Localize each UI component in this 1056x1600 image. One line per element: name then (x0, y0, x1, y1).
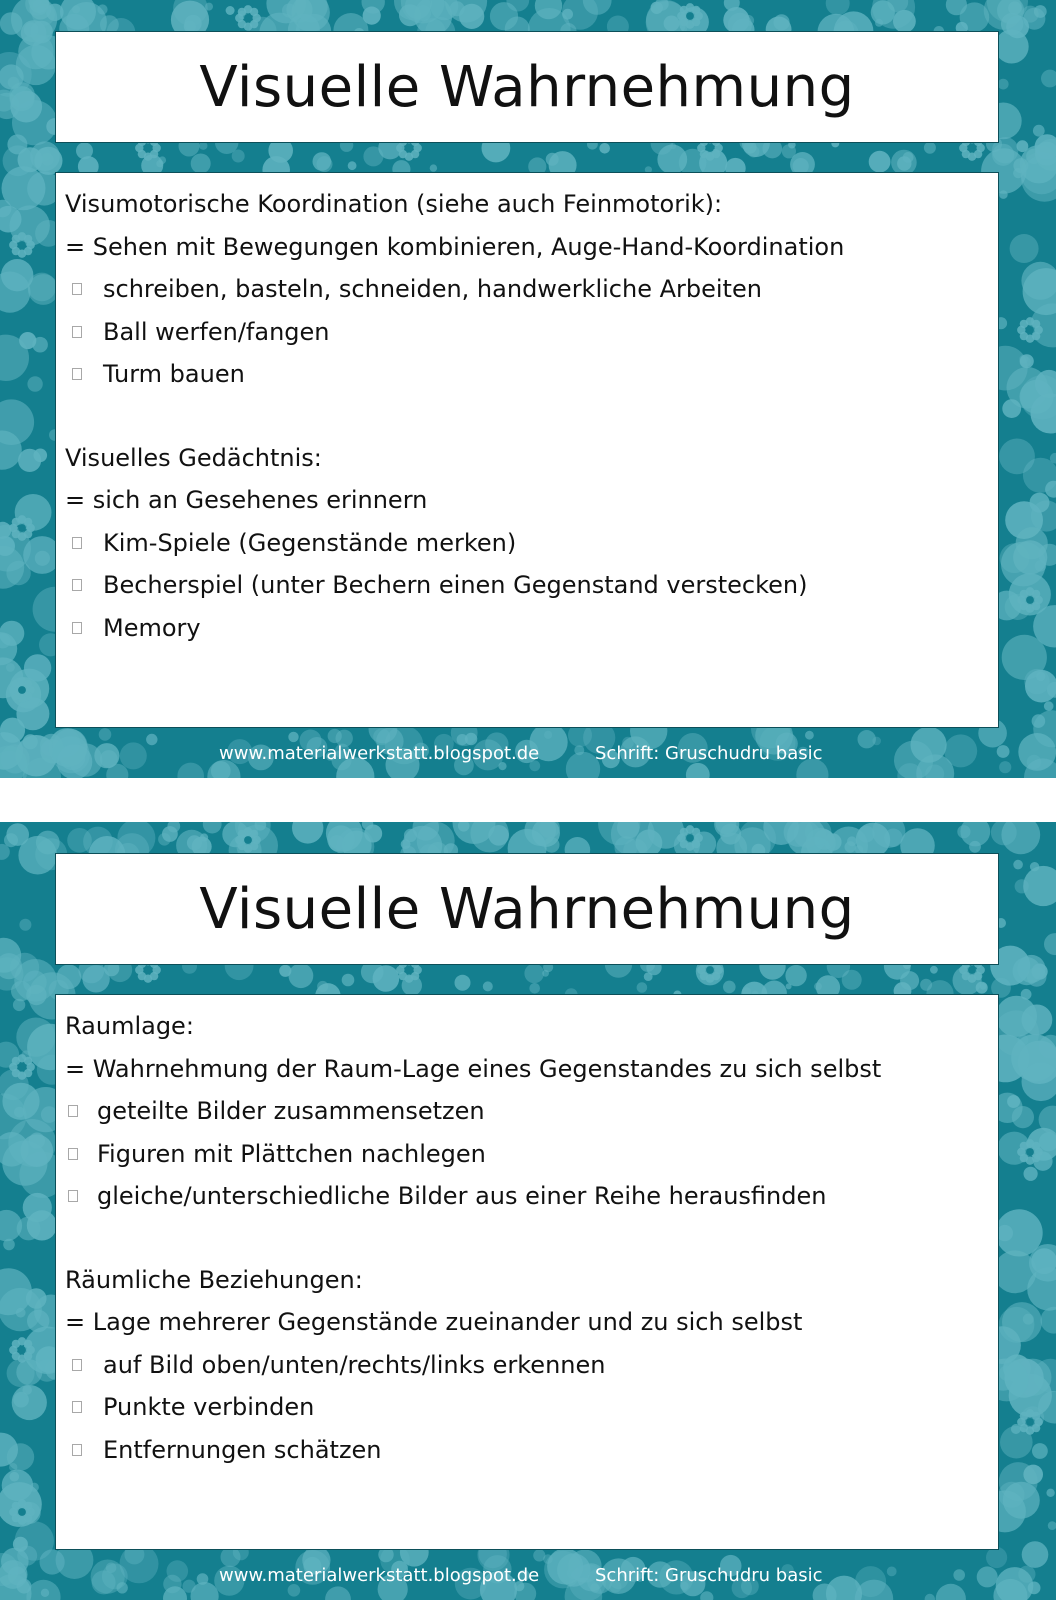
decor-dot (363, 146, 383, 166)
list-item (65, 311, 998, 354)
flower-icon (9, 515, 35, 541)
decor-dot (1044, 933, 1056, 955)
list-item (65, 1386, 998, 1429)
list-item-text: Memory (103, 613, 201, 642)
decor-dot (292, 822, 323, 844)
decor-dot (999, 190, 1008, 199)
decor-dot (3, 145, 34, 176)
decor-dot (226, 6, 235, 15)
decor-dot (289, 963, 314, 988)
square-box-icon (72, 283, 82, 295)
flower-icon (1017, 587, 1043, 613)
decor-dot (14, 959, 57, 1002)
decor-dot (1013, 860, 1023, 870)
decor-dot (897, 156, 911, 170)
decor-dot (0, 399, 34, 445)
list-item-text: geteilte Bilder zusammensetzen (97, 1097, 485, 1125)
footer-font-credit: Schrift: Gruschudru basic (595, 743, 823, 764)
decor-dot (1033, 125, 1045, 137)
flower-icon (1017, 1139, 1043, 1165)
decor-dot (1015, 879, 1029, 893)
card-title: Visuelle Wahrnehmung (199, 54, 855, 120)
decor-dot (1046, 1489, 1054, 1497)
flower-icon (9, 1499, 35, 1525)
footer-font-credit: Schrift: Gruschudru basic (595, 1565, 823, 1586)
decor-dot (191, 154, 211, 174)
decor-dot (786, 983, 792, 989)
flower-icon (1017, 1409, 1043, 1435)
flower-icon (235, 5, 261, 31)
decor-dot (785, 965, 806, 986)
decor-dot (1032, 964, 1048, 980)
decor-dot (1002, 1302, 1042, 1342)
square-box-icon (72, 579, 82, 591)
decor-dot (12, 100, 57, 145)
list-item-text: Ball werfen/fangen (103, 317, 330, 346)
decor-dot (14, 1107, 25, 1118)
decor-dot (723, 981, 736, 994)
decor-dot (35, 551, 50, 566)
decor-dot (748, 146, 760, 158)
list-item-text: Punkte verbinden (103, 1393, 315, 1421)
card-footer (0, 743, 1056, 771)
list-item (65, 522, 998, 565)
decor-dot (9, 1463, 17, 1471)
card-1 (0, 0, 1056, 778)
square-box-icon (68, 1190, 78, 1202)
decor-dot (1041, 1307, 1056, 1334)
decor-dot (920, 979, 932, 991)
content-box (55, 994, 999, 1550)
decor-dot (976, 982, 988, 994)
decor-dot (203, 822, 222, 834)
decor-dot (342, 974, 355, 987)
decor-dot (34, 449, 48, 463)
decor-dot (774, 14, 790, 30)
square-box-icon (72, 1444, 82, 1456)
decor-dot (957, 825, 970, 838)
decor-dot (455, 975, 471, 991)
decor-dot (925, 1594, 935, 1600)
section-heading: Visumotorische Koordination (siehe auch Feinmotorik): (65, 190, 723, 218)
list-item (65, 1133, 998, 1176)
decor-dot (924, 142, 936, 154)
square-box-icon (72, 326, 82, 338)
decor-dot (72, 5, 80, 13)
decor-dot (1010, 234, 1039, 263)
decor-dot (288, 732, 298, 742)
decor-dot (875, 19, 883, 27)
decor-dot (430, 164, 437, 171)
flower-icon (9, 232, 35, 258)
decor-dot (1044, 701, 1054, 711)
decor-dot (373, 965, 400, 992)
decor-dot (159, 156, 167, 164)
footer-url: www.materialwerkstatt.blogspot.de (219, 743, 540, 764)
decor-dot (599, 143, 610, 154)
decor-dot (969, 841, 981, 853)
square-box-icon (68, 1105, 78, 1117)
decor-dot (24, 654, 51, 681)
list-item-text: Entfernungen schätzen (103, 1435, 382, 1464)
decor-dot (1007, 1095, 1020, 1108)
decor-dot (529, 983, 540, 994)
section-spacer (65, 1218, 998, 1259)
list-item-text: Kim-Spiele (Gegenstände merken) (103, 528, 517, 557)
list-item-text: Figuren mit Plättchen nachlegen (97, 1139, 486, 1168)
decor-dot (0, 1210, 22, 1241)
flower-icon (9, 677, 35, 703)
decor-dot (997, 1225, 1013, 1241)
decor-dot (329, 835, 345, 851)
decor-dot (6, 561, 30, 585)
decor-dot (1032, 1443, 1048, 1459)
flower-icon (9, 1337, 35, 1363)
decor-dot (1018, 1035, 1029, 1046)
decor-dot (317, 981, 328, 992)
section-heading: Visuelles Gedächtnis: (65, 443, 322, 472)
decor-dot (459, 4, 484, 29)
decor-dot (10, 1472, 20, 1482)
flower-icon (677, 3, 703, 29)
decor-dot (1036, 672, 1045, 681)
flower-icon (1017, 317, 1043, 343)
decor-dot (18, 836, 57, 875)
decor-dot (1031, 1248, 1056, 1274)
decor-dot (995, 30, 1029, 64)
decor-dot (34, 147, 62, 175)
decor-dot (2, 1141, 47, 1186)
decor-dot (313, 152, 332, 171)
decor-dot (524, 964, 544, 984)
list-item-text: Becherspiel (unter Bechern einen Gegenstand verstecken) (103, 571, 808, 599)
decor-dot (0, 621, 24, 646)
decor-dot (6, 663, 15, 672)
list-item (65, 1429, 998, 1472)
decor-dot (205, 3, 213, 11)
decor-dot (998, 1482, 1024, 1508)
card-footer (0, 1565, 1056, 1593)
decor-dot (637, 982, 648, 993)
card-2 (0, 822, 1056, 1600)
decor-dot (644, 972, 653, 981)
decor-dot (19, 919, 31, 931)
list-item-text: gleiche/unterschiedliche Bilder aus einer Reihe herausfinden (97, 1182, 827, 1210)
decor-dot (1000, 543, 1030, 573)
decor-dot (814, 983, 822, 991)
square-box-icon (68, 1148, 78, 1160)
decor-dot (999, 439, 1035, 475)
decor-dot (1020, 356, 1031, 367)
flower-icon (9, 1054, 35, 1080)
list-item-text: auf Bild oben/unten/rechts/links erkennen (103, 1350, 606, 1379)
footer-url: www.materialwerkstatt.blogspot.de (219, 1565, 540, 1586)
list-item-text: schreiben, basteln, schneiden, handwerkliche Arbeiten (103, 275, 762, 303)
decor-dot (893, 10, 916, 33)
decor-dot (1024, 1167, 1038, 1181)
section-definition: = Sehen mit Bewegungen kombinieren, Auge-Hand-Koordination (65, 232, 845, 261)
decor-dot (97, 4, 107, 14)
flower-icon (677, 825, 703, 851)
title-box (55, 31, 999, 143)
section-definition: = Wahrnehmung der Raum-Lage eines Gegenstandes zu sich selbst (65, 1054, 882, 1083)
decor-dot (1048, 1521, 1056, 1530)
square-box-icon (72, 368, 82, 380)
decor-dot (1041, 70, 1056, 88)
decor-dot (22, 1385, 32, 1395)
decor-dot (7, 1359, 35, 1387)
decor-dot (869, 151, 891, 173)
decor-dot (1024, 669, 1049, 694)
section-definition: = sich an Gesehenes erinnern (65, 486, 428, 514)
list-item (65, 1175, 998, 1218)
decor-dot (483, 981, 493, 991)
list-item-text: Turm bauen (103, 360, 245, 388)
title-box (55, 853, 999, 965)
decor-dot (930, 966, 938, 974)
list-item (65, 1090, 998, 1133)
decor-dot (884, 829, 903, 848)
card-title: Visuelle Wahrnehmung (199, 876, 855, 942)
decor-dot (158, 833, 171, 846)
list-item (65, 607, 998, 650)
content-box (55, 172, 999, 728)
decor-dot (99, 728, 112, 741)
section-spacer (65, 396, 998, 437)
list-item (65, 564, 998, 607)
list-item (65, 268, 998, 311)
section-definition: = Lage mehrerer Gegenstände zueinander und zu sich selbst (65, 1308, 803, 1336)
decor-dot (1001, 822, 1040, 854)
decor-dot (805, 731, 814, 740)
decor-dot (32, 337, 48, 353)
decor-dot (533, 1549, 545, 1561)
section-heading: Räumliche Beziehungen: (65, 1265, 363, 1294)
square-box-icon (72, 1401, 82, 1413)
decor-dot (998, 79, 1009, 90)
square-box-icon (72, 537, 82, 549)
decor-dot (13, 999, 25, 1011)
decor-dot (0, 718, 25, 743)
section-heading: Raumlage: (65, 1012, 194, 1040)
decor-dot (27, 376, 42, 391)
decor-dot (348, 161, 357, 170)
list-item (65, 353, 998, 396)
flower-icon (235, 827, 261, 853)
decor-dot (1002, 399, 1021, 418)
list-item (65, 1344, 998, 1387)
decor-dot (200, 833, 208, 841)
square-box-icon (72, 1359, 82, 1371)
square-box-icon (72, 622, 82, 634)
decor-dot (1022, 1541, 1049, 1568)
